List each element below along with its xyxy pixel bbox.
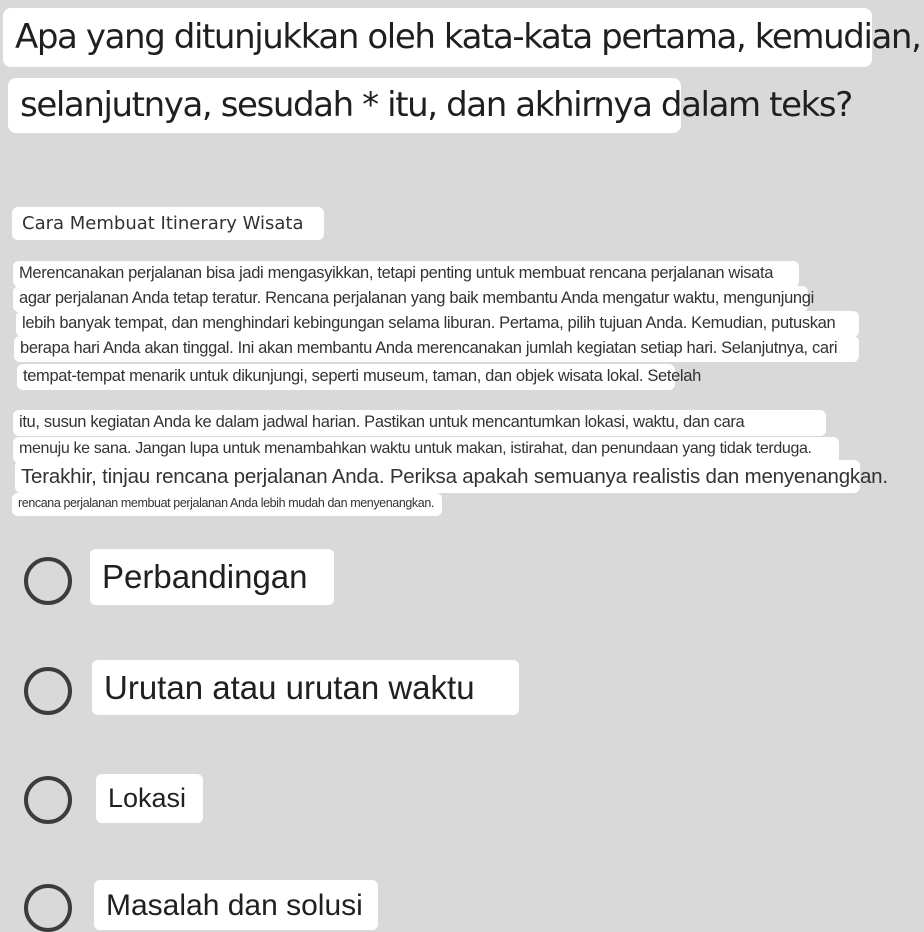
question-line-1: Apa yang ditunjukkan oleh kata-kata pertama, kemudian,: [3, 8, 872, 67]
option-urutan-waktu[interactable]: [24, 662, 524, 720]
passage-line-2: agar perjalanan Anda tetap teratur. Rencana perjalanan yang baik membantu Anda mengatur waktu, mengunjungi: [13, 286, 808, 312]
option-label[interactable]: Urutan atau urutan waktu: [92, 660, 519, 715]
passage-line-1: Merencanakan perjalanan bisa jadi mengasyikkan, tetapi penting untuk membuat rencana perjalanan wisata: [13, 261, 799, 287]
radio-button[interactable]: [24, 884, 72, 932]
radio-button[interactable]: [24, 667, 72, 715]
passage-line-6: itu, susun kegiatan Anda ke dalam jadwal harian. Pastikan untuk mencantumkan lokasi, waktu, dan cara: [13, 410, 826, 436]
passage-line-7: menuju ke sana. Jangan lupa untuk menambahkan waktu untuk makan, istirahat, dan penundaan yang tidak terduga.: [13, 437, 839, 463]
option-label[interactable]: Masalah dan solusi: [94, 880, 378, 930]
option-perbandingan[interactable]: [24, 553, 344, 611]
option-label[interactable]: Lokasi: [96, 774, 203, 823]
option-label[interactable]: Perbandingan: [90, 549, 334, 605]
passage-line-4: berapa hari Anda akan tinggal. Ini akan membantu Anda merencanakan jumlah kegiatan setiap hari. Selanjutnya, cari: [14, 336, 859, 362]
passage-line-9: rencana perjalanan membuat perjalanan Anda lebih mudah dan menyenangkan.: [12, 493, 442, 516]
passage-line-8: Terakhir, tinjau rencana perjalanan Anda. Periksa apakah semuanya realistis dan menyenangkan.: [15, 460, 860, 493]
option-masalah-solusi[interactable]: [24, 880, 384, 928]
radio-button[interactable]: [24, 557, 72, 605]
passage-title: Cara Membuat Itinerary Wisata: [12, 207, 324, 240]
passage-line-5: tempat-tempat menarik untuk dikunjungi, seperti museum, taman, dan objek wisata lokal. Setelah: [17, 364, 675, 390]
question-line-2: selanjutnya, sesudah * itu, dan akhirnya dalam teks?: [8, 78, 681, 133]
passage-line-3: lebih banyak tempat, dan menghindari kebingungan selama liburan. Pertama, pilih tujuan Anda. Kemudian, putuskan: [16, 311, 859, 337]
option-lokasi[interactable]: [24, 772, 224, 830]
radio-button[interactable]: [24, 776, 72, 824]
